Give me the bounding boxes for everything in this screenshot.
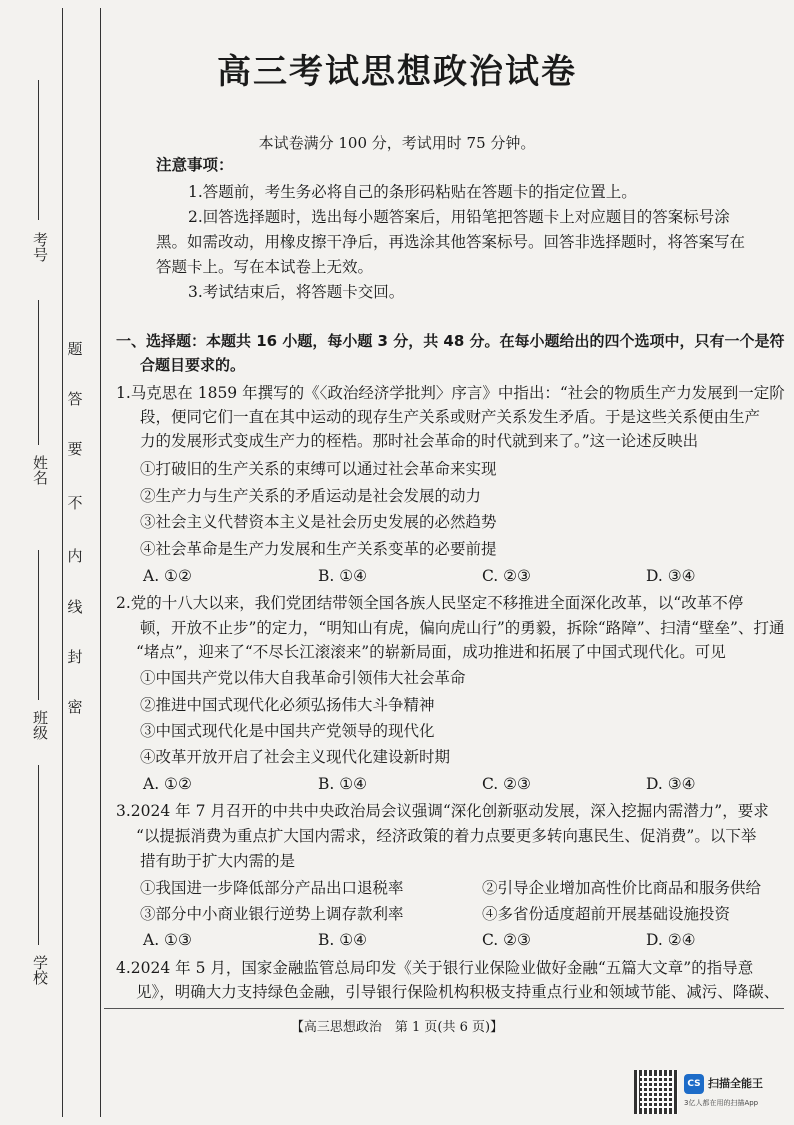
question-3-item: ①我国进一步降低部分产品出口退税率 [140,879,404,897]
question-3-item: ②引导企业增加高性价比商品和服务供给 [482,879,762,897]
section-heading: 合题目要求的。 [140,356,246,374]
seal-char: 密 [67,698,83,716]
camscanner-logo-icon: CS [684,1074,704,1094]
question-4-stem: 4.2024 年 5 月，国家金融监管总局印发《关于银行业保险业做好金融“五篇大文章”的指导意 [116,959,754,977]
scanner-app-name: 扫描全能王 [708,1077,763,1090]
question-2-item: ①中国共产党以伟大自我革命引领伟大社会革命 [140,669,466,687]
class-label: 班级 [31,710,49,740]
question-3-option-d: D. ②④ [646,931,696,949]
question-3-item: ③部分中小商业银行逆势上调存款利率 [140,905,404,923]
question-1-stem: 力的发展形式变成生产力的桎梏。那时社会革命的时代就到来了。”这一论述反映出 [140,432,699,450]
question-2-option-b: B. ①④ [318,775,368,793]
binding-line-inner [62,8,63,1117]
school-label: 学校 [31,955,49,985]
question-3-option-c: C. ②③ [482,931,531,949]
binding-line-outer [100,8,101,1117]
seal-char: 答 [67,390,83,408]
class-blank [38,550,39,700]
question-1-item: ②生产力与生产关系的矛盾运动是社会发展的动力 [140,487,482,505]
seal-char: 内 [67,547,83,565]
scanner-tagline: 3亿人都在用的扫描App [684,1099,759,1107]
footer-rule [104,1008,784,1009]
question-3-stem: “以提振消费为重点扩大国内需求，经济政策的着力点要更多转向惠民生、促消费”。以下举 [136,827,757,845]
question-4-stem: 见》，明确大力支持绿色金融，引导银行保险机构积极支持重点行业和领域节能、减污、降碳、 [136,983,780,1001]
seal-char: 要 [67,440,83,458]
exam-number-label: 考号 [31,232,49,262]
question-2-option-a: A. ①② [143,775,192,793]
question-2-item: ③中国式现代化是中国共产党领导的现代化 [140,722,435,740]
question-1-item: ①打破旧的生产关系的束缚可以通过社会革命来实现 [140,460,497,478]
name-blank [38,300,39,445]
notice-line: 3.考试结束后，将答题卡交回。 [188,283,405,301]
question-2-item: ②推进中国式现代化必须弘扬伟大斗争精神 [140,696,435,714]
question-1-option-b: B. ①④ [318,567,368,585]
seal-char: 不 [67,494,83,512]
question-1-stem: 1.马克思在 1859 年撰写的《〈政治经济学批判〉序言》中指出：“社会的物质生产力发展到一定阶 [116,384,785,402]
section-heading: 一、选择题：本题共 16 小题，每小题 3 分，共 48 分。在每小题给出的四个选项中，只有一个是符 [116,332,785,350]
notice-line: 黑。如需改动，用橡皮擦干净后，再选涂其他答案标号。回答非选择题时，将答案写在 [156,233,746,251]
question-2-option-c: C. ②③ [482,775,531,793]
question-1-option-d: D. ③④ [646,567,696,585]
question-1-stem: 段，便同它们一直在其中运动的现存生产关系或财产关系发生矛盾。于是这些关系便由生产 [140,408,761,426]
question-3-option-b: B. ①④ [318,931,368,949]
seal-char: 线 [67,598,83,616]
question-3-stem: 3.2024 年 7 月召开的中共中央政治局会议强调“深化创新驱动发展，深入挖掘内需潜力”，要求 [116,802,769,820]
qr-code-icon [634,1070,678,1114]
page-title: 高三考试思想政治试卷 [217,52,577,92]
notice-line: 2.回答选择题时，选出每小题答案后，用铅笔把答题卡上对应题目的答案标号涂 [188,208,730,226]
exam-info: 本试卷满分 100 分，考试用时 75 分钟。 [258,134,536,152]
seal-char: 题 [67,340,83,358]
question-3-option-a: A. ①③ [143,931,192,949]
name-label: 姓名 [31,455,49,485]
question-2-stem: 顿，开放不止步”的定力，“明知山有虎，偏向虎山行”的勇毅，拆除“路障”、扫清“壁垒”、打通 [140,619,785,637]
page-footer: 【高三思想政治 第 1 页(共 6 页)】 [290,1020,504,1035]
question-1-item: ③社会主义代替资本主义是社会历史发展的必然趋势 [140,513,497,531]
question-2-option-d: D. ③④ [646,775,696,793]
question-2-stem: 2.党的十八大以来，我们党团结带领全国各族人民坚定不移推进全面深化改革，以“改革不停 [116,594,744,612]
seal-char: 封 [67,648,83,666]
question-1-option-c: C. ②③ [482,567,531,585]
question-1-item: ④社会革命是生产力发展和生产关系变革的必要前提 [140,540,497,558]
question-2-item: ④改革开放开启了社会主义现代化建设新时期 [140,748,451,766]
school-blank [38,765,39,945]
question-3-item: ④多省份适度超前开展基础设施投资 [482,905,731,923]
question-3-stem: 措有助于扩大内需的是 [140,852,296,870]
question-2-stem: “堵点”，迎来了“不尽长江滚滚来”的崭新局面，成功推进和拓展了中国式现代化。可见 [136,643,726,661]
question-1-option-a: A. ①② [143,567,192,585]
notice-line: 1.答题前，考生务必将自己的条形码粘贴在答题卡的指定位置上。 [188,183,637,201]
notice-line: 答题卡上。写在本试卷上无效。 [156,258,374,276]
notice-heading: 注意事项： [156,156,234,174]
